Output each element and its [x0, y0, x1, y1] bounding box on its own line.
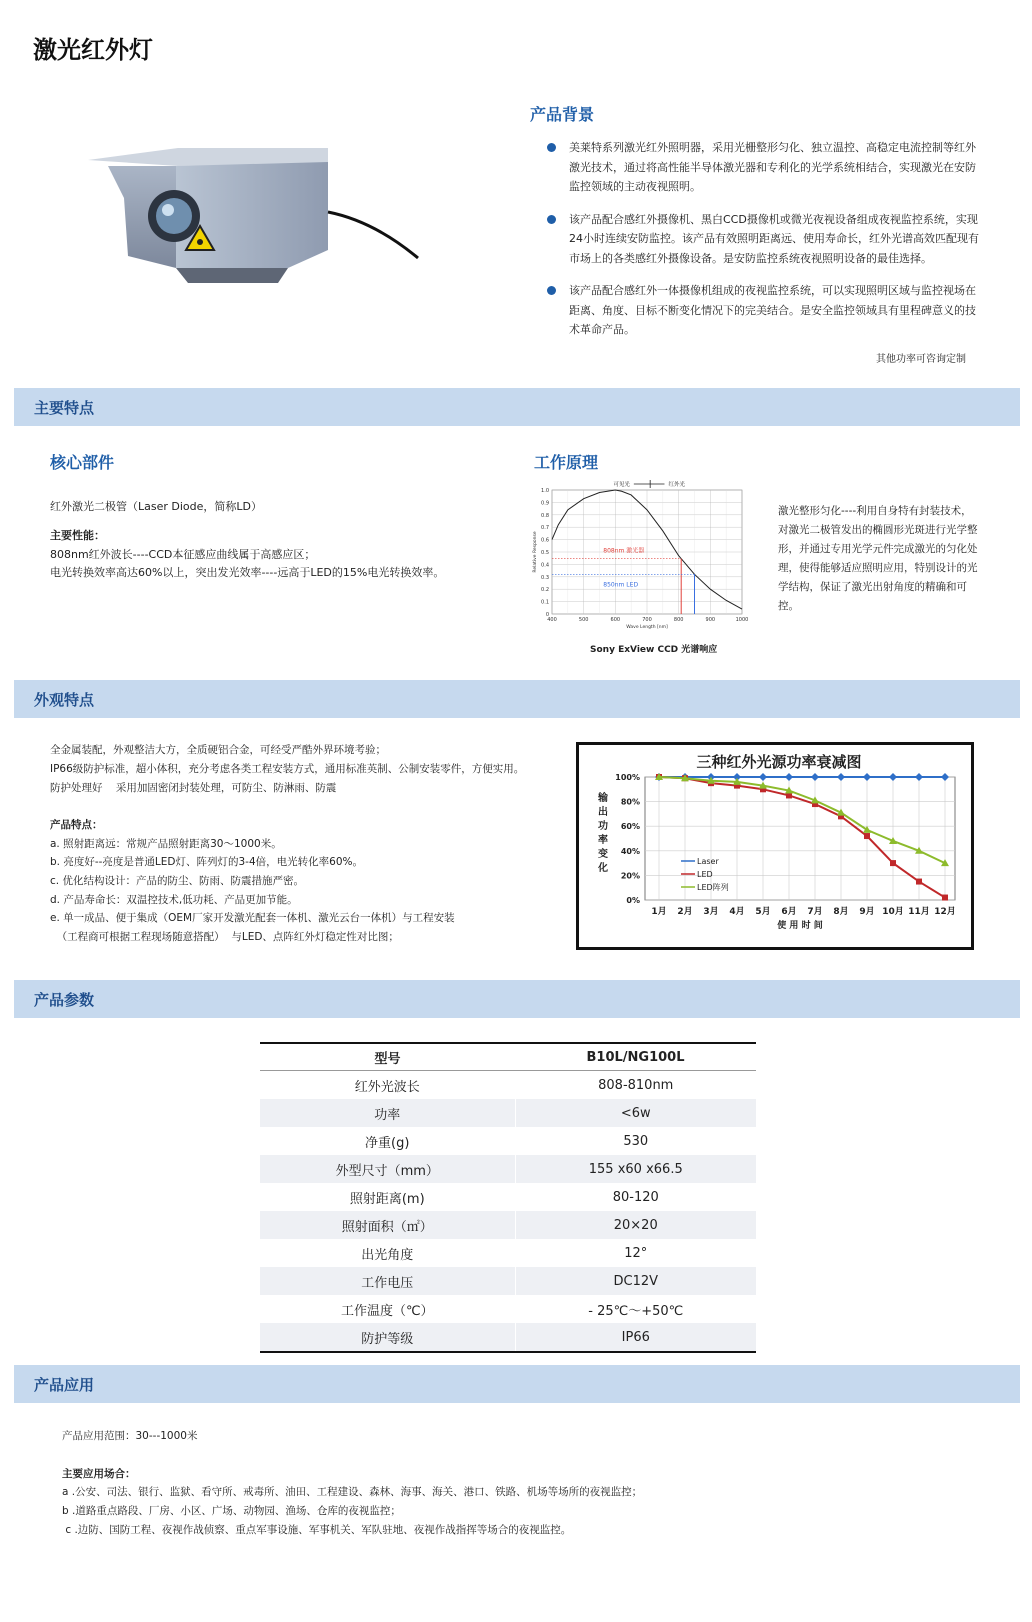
appearance-feat: d. 产品寿命长：双温控技术,低功耗、产品更加节能。	[50, 894, 298, 906]
spec-param-name: 出光角度	[260, 1239, 515, 1267]
core-perf-line: 808nm红外波长----CCD本征感应曲线属于高感应区；	[50, 548, 316, 561]
y-axis-label-char: 出	[598, 807, 608, 818]
x-tick-label: 5月	[755, 907, 771, 917]
core-heading: 核心部件	[50, 453, 115, 472]
x-tick-label: 500	[578, 617, 589, 623]
x-tick-label: 3月	[703, 907, 719, 917]
data-point	[942, 895, 948, 901]
x-tick-label: 6月	[781, 907, 797, 917]
decay-chart-title: 三种红外光源功率衰减图	[696, 753, 862, 771]
x-axis-label: 使 用 时 间	[777, 921, 823, 931]
x-tick-label: 10月	[882, 907, 904, 917]
spec-param-name: 工作电压	[260, 1267, 515, 1295]
y-tick-label: 0.5	[541, 550, 549, 556]
spec-table-row	[260, 1211, 756, 1239]
spec-param-value: 20×20	[515, 1211, 756, 1239]
spec-param-value: 12°	[624, 1245, 648, 1261]
background-bullet: 该产品配合感红外摄像机、黑白CCD摄像机或微光夜视设备组成夜视监控系统，实现24小时连续安防监控。该产品有效照明距离远、使用寿命长，红外光谱高效匹配现有市场上的各类感红外摄像设备。是安防监控系统夜视照明设备的最佳选择。	[545, 210, 985, 269]
custom-power-note: 其他功率可咨询定制	[876, 354, 966, 365]
appearance-feat: b. 亮度好--亮度是普通LED灯、阵列灯的3-4倍，电光转化率60%。	[50, 856, 363, 868]
spec-table-row	[260, 1071, 756, 1100]
x-tick-label: 11月	[908, 907, 930, 917]
principle-text: 激光整形匀化----利用自身特有封装技术，对激光二极管发出的椭圆形光斑进行光学整形，并通过专用光学元件完成激光的匀化处理，使得能够适应照明应用，特别设计的光学结构，保证了激光出射角度的精确和可控。	[778, 505, 978, 612]
principle-heading: 工作原理	[534, 453, 599, 472]
decay-chart	[576, 742, 974, 950]
spec-table-row	[260, 1155, 756, 1183]
x-tick-label: 800	[673, 617, 684, 623]
annotation-label: 808nm 激光器	[603, 547, 645, 555]
application-line: a .公安、司法、银行、监狱、看守所、戒毒所、油田、工程建设、森林、海事、海关、港口、铁路、机场等场所的夜视监控；	[62, 1486, 643, 1498]
y-tick-label: 40%	[620, 846, 640, 856]
core-perf-line: 电光转换效率高达60%以上，突出发光效率----远高于LED的15%电光转换效率。	[50, 566, 445, 579]
x-tick-label: 7月	[807, 907, 823, 917]
section-params: 产品参数	[14, 980, 1020, 1018]
y-tick-label: 1.0	[541, 488, 549, 494]
spec-table-row	[260, 1127, 756, 1155]
spec-param-name: 红外光波长	[260, 1071, 515, 1100]
section-features: 主要特点	[14, 388, 1020, 426]
legend-label: LED	[697, 870, 713, 879]
y-tick-label: 0.1	[541, 599, 549, 606]
y-tick-label: 0%	[626, 896, 640, 905]
background-heading: 产品背景	[530, 105, 595, 124]
y-axis-label-char: 率	[598, 835, 608, 846]
bullet-dot-icon	[547, 286, 556, 295]
spec-param-value: DC12V	[515, 1267, 756, 1295]
y-axis-label-char: 输	[598, 793, 608, 804]
infrared-light-label: 红外光	[668, 482, 686, 488]
x-tick-label: 600	[610, 617, 621, 623]
application-line: c .边防、国防工程、夜视作战侦察、重点军事设施、军事机关、军队驻地、夜视作战指挥等场合的夜视监控。	[62, 1524, 572, 1536]
appearance-feat-label: 产品特点：	[50, 819, 103, 831]
appearance-feat: c. 优化结构设计：产品的防尘、防雨、防震措施严密。	[50, 875, 304, 887]
y-tick-label: 0.9	[541, 500, 549, 507]
spec-param-name: 照射面积（㎡）	[260, 1211, 515, 1239]
bullet-dot-icon	[547, 143, 556, 152]
x-tick-label: 2月	[677, 907, 693, 917]
x-tick-label: 900	[705, 617, 716, 623]
core-perf-label: 主要性能：	[50, 529, 105, 542]
y-tick-label: 0.8	[541, 512, 549, 519]
spec-table-row	[260, 1295, 756, 1323]
spec-table-header	[260, 1043, 756, 1071]
appearance-feat: e. 单一成品、便于集成（OEM厂家开发激光配套一体机、激光云台一体机）与工程安装	[50, 912, 455, 924]
y-tick-label: 60%	[620, 822, 640, 832]
data-point	[890, 860, 896, 866]
bullet-dot-icon	[547, 215, 556, 224]
section-appearance: 外观特点	[14, 680, 1020, 718]
legend-label: LED阵列	[697, 883, 729, 892]
data-point	[864, 833, 870, 839]
x-tick-label: 8月	[833, 907, 849, 917]
y-axis-label-char: 化	[598, 863, 608, 874]
spec-col-model-value: B10L/NG100L	[515, 1043, 756, 1071]
decay-chart-svg	[579, 745, 971, 947]
spec-param-name: 外型尺寸（mm）	[260, 1155, 515, 1183]
x-axis-label: Wave Length [nm]	[626, 625, 668, 630]
laser-illuminator-illustration	[88, 138, 428, 298]
spec-table-row	[260, 1239, 756, 1267]
y-tick-label: 0.7	[541, 525, 549, 532]
spec-param-name: 防护等级	[260, 1323, 515, 1352]
y-axis-label: Relative Response	[533, 531, 538, 573]
spec-table-row	[260, 1099, 756, 1127]
spec-table-row	[260, 1267, 756, 1295]
spec-param-value: IP66	[515, 1323, 756, 1352]
appearance-feat: a. 照射距离远：常规产品照射距离30～1000米。	[50, 838, 282, 850]
section-application: 产品应用	[14, 1365, 1020, 1403]
spectral-chart-svg	[528, 476, 758, 636]
y-axis-label-char: 功	[598, 821, 608, 832]
spec-col-model-label: 型号	[260, 1043, 515, 1071]
product-image	[88, 138, 428, 298]
appearance-line: 全金属装配，外观整洁大方，全质硬铝合金，可经受严酷外界环境考验；	[50, 744, 386, 756]
background-bullets	[545, 138, 985, 353]
spec-table	[260, 1042, 756, 1353]
y-axis-label-char: 变	[598, 849, 608, 860]
y-tick-label: 80%	[620, 797, 640, 807]
background-bullet: 该产品配合感红外一体摄像机组成的夜视监控系统，可以实现照明区域与监控视场在距离、角度、目标不断变化情况下的完美结合。是安全监控领域具有里程碑意义的技术革命产品。	[545, 281, 985, 340]
application-line: b .道路重点路段、厂房、小区、广场、动物园、渔场、仓库的夜视监控；	[62, 1505, 401, 1517]
spec-param-name: 工作温度（℃）	[260, 1295, 515, 1323]
spec-param-value: 530	[623, 1133, 649, 1149]
x-tick-label: 1000	[735, 617, 749, 623]
x-tick-label: 700	[642, 617, 652, 623]
annotation-label: 850nm LED	[603, 581, 639, 589]
spectral-chart-caption: Sony ExView CCD 光谱响应	[590, 645, 718, 655]
spec-param-value: - 25℃～+50℃	[588, 1303, 684, 1319]
spec-param-name: 功率	[260, 1099, 515, 1127]
page-title: 激光红外灯	[33, 36, 153, 64]
appearance-feat: （工程商可根据工程现场随意搭配） 与LED、点阵红外灯稳定性对比图；	[50, 931, 399, 943]
y-tick-label: 0.4	[541, 562, 549, 569]
spec-param-value: 80-120	[612, 1189, 659, 1205]
spec-table-wrap	[260, 1042, 756, 1353]
y-tick-label: 20%	[620, 871, 640, 881]
y-tick-label: 0.2	[541, 587, 549, 594]
spec-param-value: 155 x60 x66.5	[515, 1155, 756, 1183]
y-tick-label: 0.3	[541, 574, 549, 581]
y-tick-label: 100%	[615, 773, 640, 782]
appearance-line: 防护处理好 采用加固密闭封装处理，可防尘、防淋雨、防震	[50, 782, 337, 794]
y-tick-label: 0.6	[541, 537, 549, 544]
background-bullet: 美莱特系列激光红外照明器，采用光栅整形匀化、独立温控、高稳定电流控制等红外激光技术，通过将高性能半导体激光器和专利化的光学系统相结合，实现激光在安防监控领域的主动夜视照明。	[545, 138, 985, 197]
x-tick-label: 400	[547, 617, 557, 623]
spec-param-value: <6w	[515, 1099, 756, 1127]
spec-param-name: 净重(g)	[260, 1127, 515, 1155]
x-tick-label: 4月	[729, 907, 745, 917]
legend-label: Laser	[697, 857, 719, 866]
application-range: 产品应用范围：30---1000米	[62, 1430, 198, 1442]
application-main-label: 主要应用场合：	[62, 1468, 136, 1480]
y-tick-label: 0	[545, 612, 549, 618]
x-tick-label: 12月	[934, 907, 956, 917]
visible-light-label: 可见光	[613, 482, 630, 488]
core-intro: 红外激光二极管（Laser Diode，简称LD）	[50, 500, 262, 513]
spec-param-name: 照射距离(m)	[260, 1183, 515, 1211]
data-point	[916, 879, 922, 885]
spectral-chart	[528, 476, 758, 636]
spec-table-row	[260, 1323, 756, 1352]
appearance-line: IP66级防护标准，超小体积，充分考虑各类工程安装方式，通用标准英制、公制安装零件，方便实用。	[50, 763, 525, 775]
x-tick-label: 1月	[651, 907, 667, 917]
spec-table-row	[260, 1183, 756, 1211]
spec-param-value: 808-810nm	[598, 1077, 674, 1093]
x-tick-label: 9月	[859, 907, 875, 917]
